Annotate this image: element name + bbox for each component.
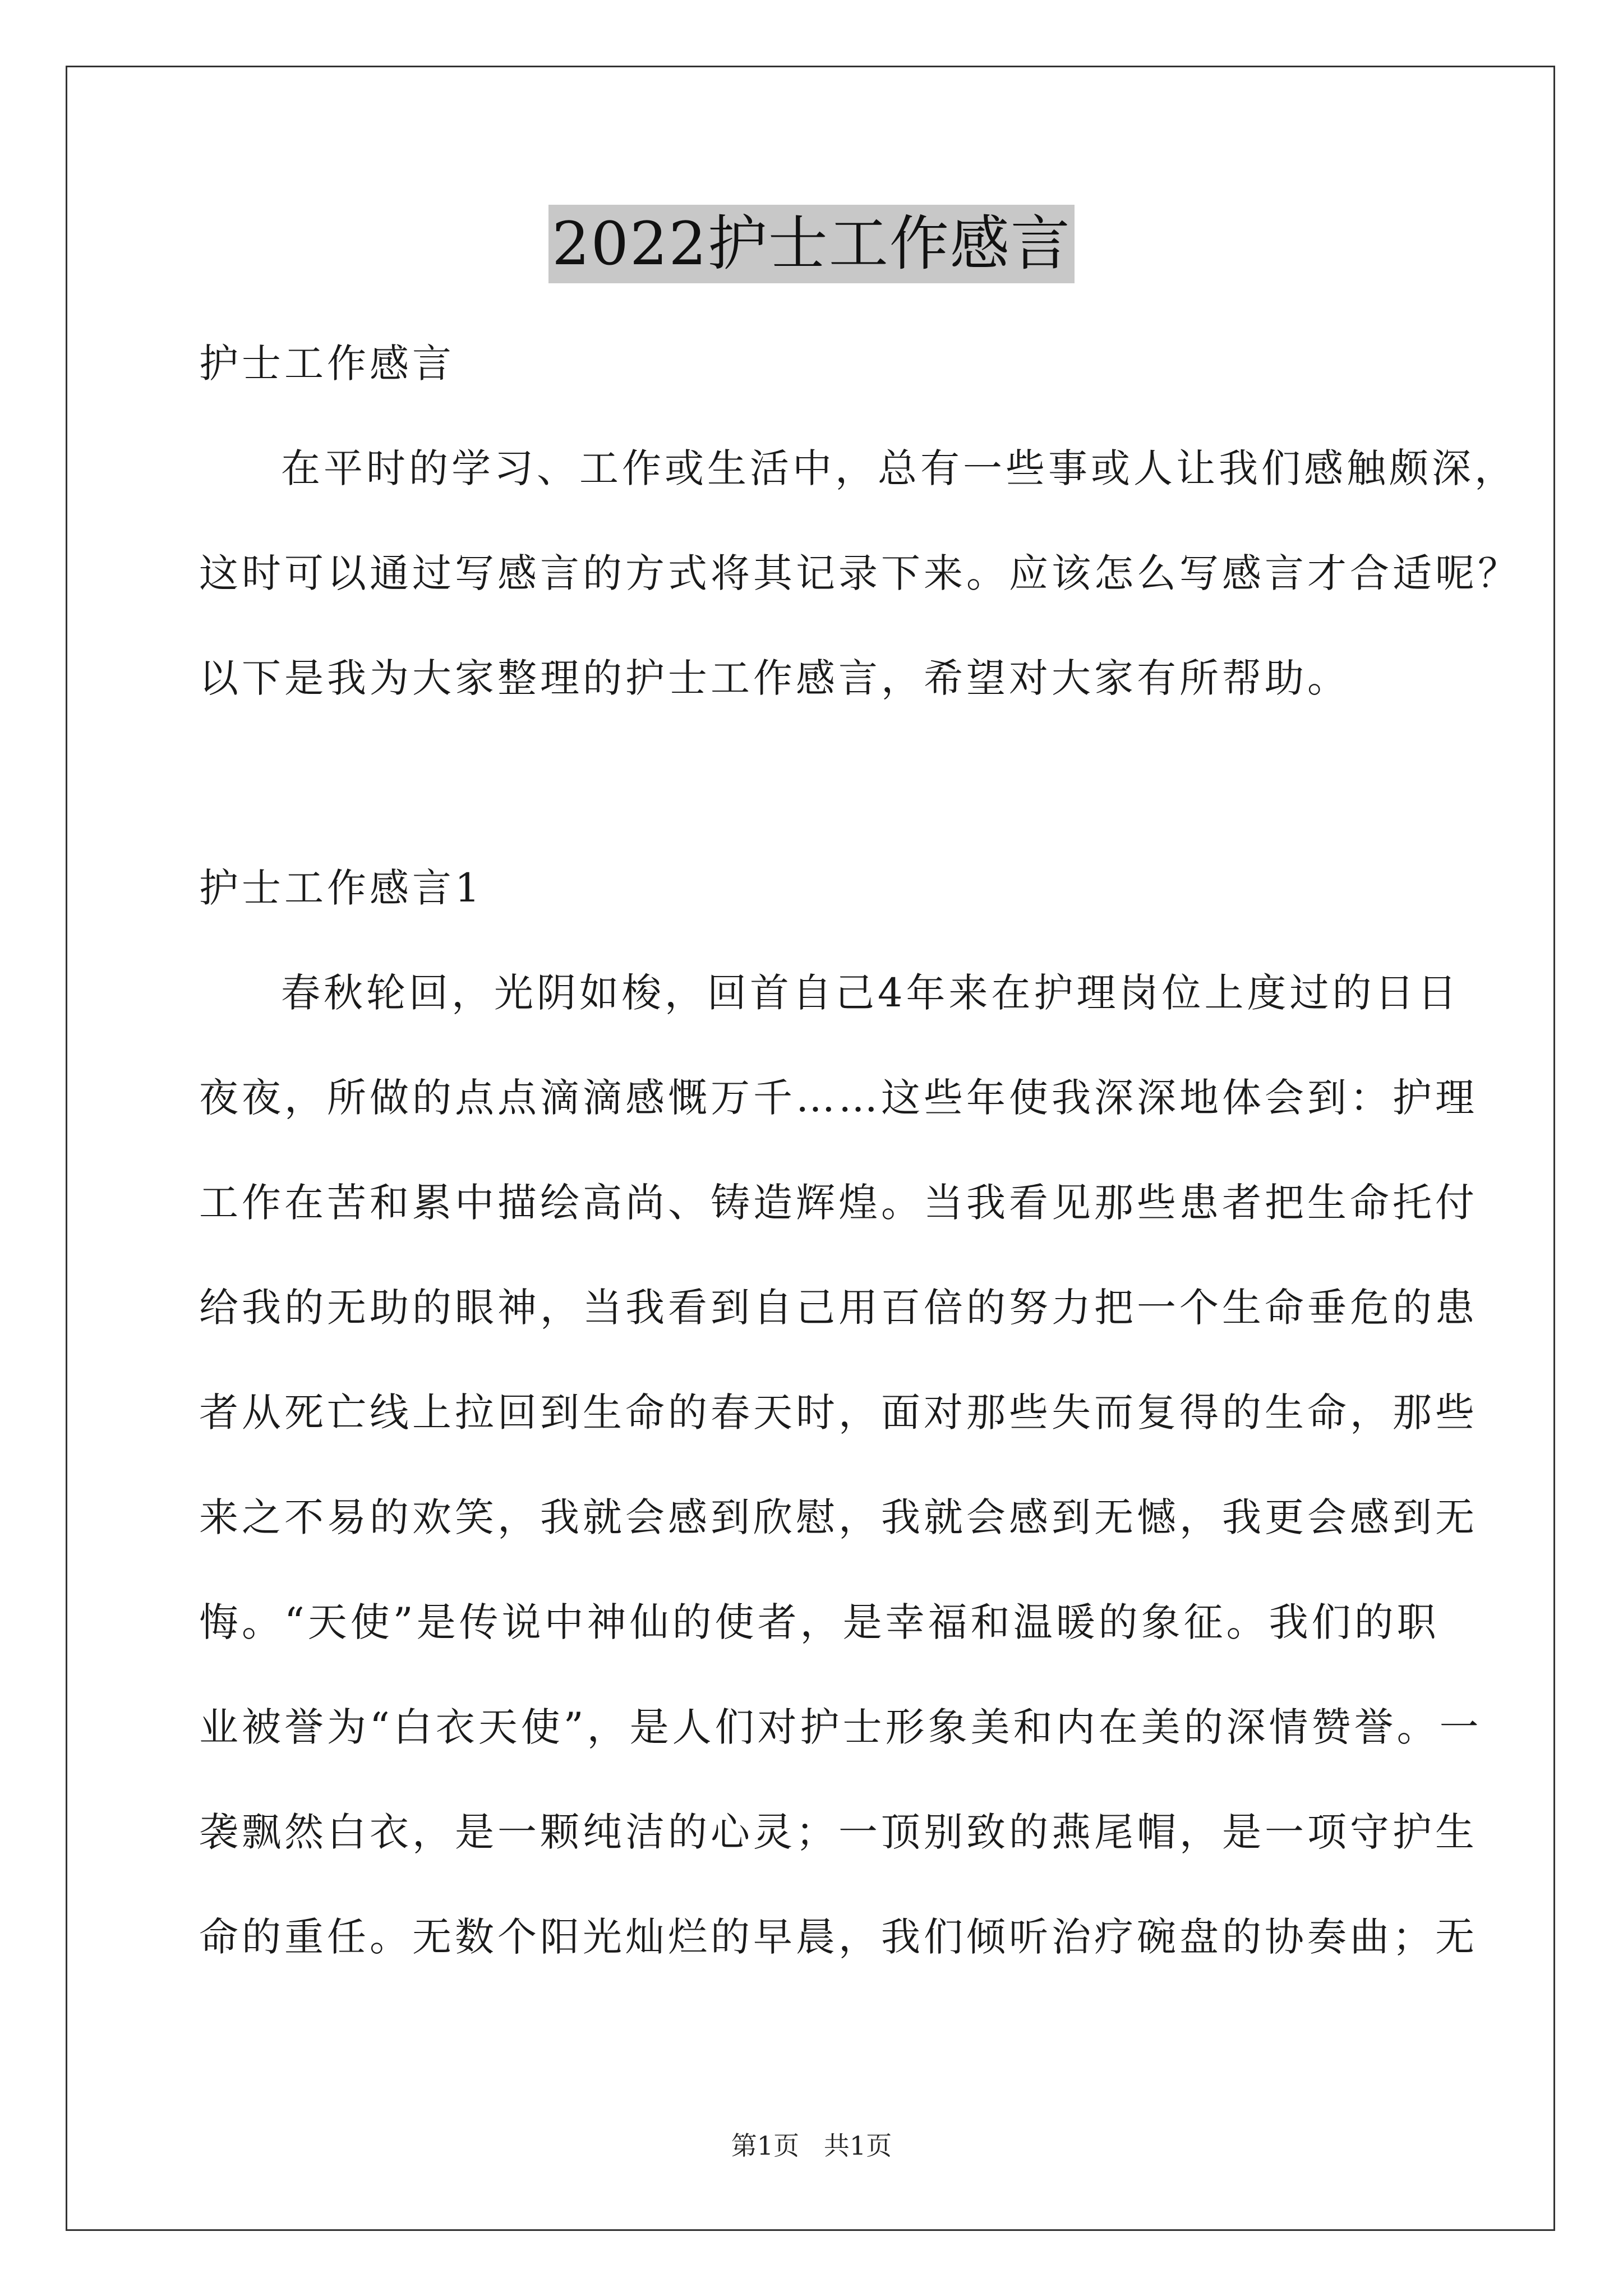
- paragraph-line: 命的重任。无数个阳光灿烂的早晨，我们倾听治疗碗盘的协奏曲；无: [199, 1914, 1478, 1960]
- paragraph-line: 这时可以通过写感言的方式将其记录下来。应该怎么写感言才合适呢？: [199, 550, 1520, 596]
- page-footer: 第1页 共1页: [731, 2131, 892, 2161]
- paragraph-line: 业被誉为“白衣天使”，是人们对护士形象美和内在美的深情赞誉。一: [199, 1704, 1482, 1750]
- paragraph-line: 夜夜，所做的点点滴滴感慨万千……这些年使我深深地体会到：护理: [199, 1075, 1478, 1121]
- paragraph-line: 以下是我为大家整理的护士工作感言，希望对大家有所帮助。: [199, 655, 1350, 701]
- section-heading-main: 护士工作感言: [199, 341, 455, 386]
- paragraph-line: 给我的无助的眼神，当我看到自己用百倍的努力把一个生命垂危的患: [199, 1285, 1478, 1331]
- paragraph-line: 来之不易的欢笑，我就会感到欣慰，我就会感到无憾，我更会感到无: [199, 1494, 1478, 1540]
- paragraph-line: 春秋轮回，光阴如梭，回首自己4年来在护理岗位上度过的日日: [281, 970, 1460, 1016]
- paragraph-spacer: [199, 731, 1430, 836]
- paragraph-line: 工作在苦和累中描绘高尚、铸造辉煌。当我看见那些患者把生命托付: [199, 1180, 1478, 1226]
- paragraph-line: 袭飘然白衣，是一颗纯洁的心灵；一顶别致的燕尾帽，是一项守护生: [199, 1809, 1478, 1855]
- section-heading-1: 护士工作感言1: [199, 865, 483, 911]
- title-container: [0, 205, 1623, 283]
- document-body: [199, 311, 1520, 1990]
- paragraph-line: 在平时的学习、工作或生活中，总有一些事或人让我们感触颇深，: [281, 445, 1517, 491]
- document-title: 2022护士工作感言: [548, 205, 1075, 283]
- paragraph-line: 悔。“天使”是传说中神仙的使者，是幸福和温暖的象征。我们的职: [199, 1599, 1440, 1645]
- paragraph-line: 者从死亡线上拉回到生命的春天时，面对那些失而复得的生命，那些: [199, 1389, 1478, 1435]
